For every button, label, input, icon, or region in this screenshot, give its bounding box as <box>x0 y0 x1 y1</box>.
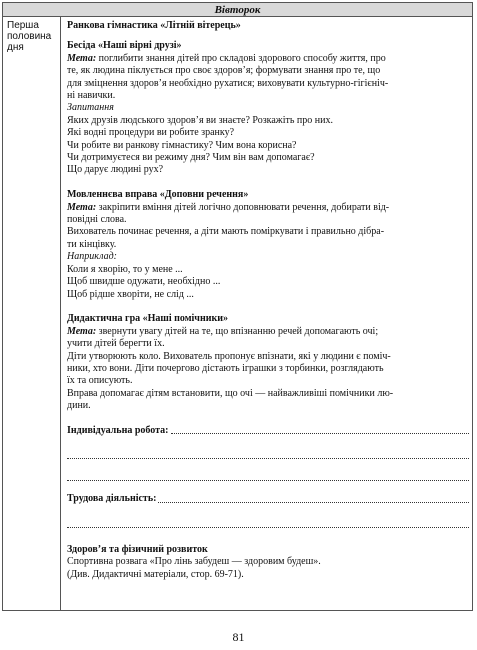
talk-goal-line: те, як людина піклується про своє здоров’я; формувати знання про те, що <box>67 65 381 77</box>
speech-goal-line: повідні слова. <box>67 214 127 226</box>
morning-exercise-title: Ранкова гімнастика «Літній вітерець» <box>67 20 241 31</box>
individual-work-row <box>67 425 469 437</box>
question: Чи робите ви ранкову гімнастику? Чим вона корисна? <box>67 139 297 151</box>
game-text-line: їх та описують. <box>67 375 133 387</box>
question: Які водні процедури ви робите зранку? <box>67 127 235 139</box>
example-line: Щоб швидше одужати, необхідно ... <box>67 276 221 288</box>
game-text-line: Вправа допомагає дітям встановити, що очі — найважливіші помічники лю- <box>67 387 394 399</box>
time-of-day-line: дня <box>7 42 24 53</box>
labor-activity-label: Трудова діяльність: <box>67 493 157 505</box>
health-text-line: Спортивна розвага «Про лінь забудеш — здоровим будеш». <box>67 556 321 568</box>
talk-goal-line: ні навички. <box>67 90 116 102</box>
labor-activity-row <box>67 493 469 505</box>
speech-goal-line <box>67 202 469 214</box>
questions-label: Запитання <box>67 102 114 114</box>
goal-label: Мета: <box>67 201 97 213</box>
time-of-day-line: половина <box>7 31 52 42</box>
plan-table <box>2 2 473 611</box>
talk-goal-line <box>67 53 469 65</box>
game-text-line: дини. <box>67 400 91 412</box>
individual-work-label: Індивідуальна робота: <box>67 424 169 436</box>
game-goal-line <box>67 326 469 338</box>
question: Чи дотримуєтеся ви режиму дня? Чим він вам допомагає? <box>67 152 315 164</box>
day-header: Вівторок <box>3 3 472 17</box>
speech-text-line: ти кінцівку. <box>67 238 117 250</box>
health-section-title: Здоров’я та фізичний розвиток <box>67 543 208 555</box>
question: Яких друзів людського здоров’я ви знаєте? Розкажіть про них. <box>67 114 333 126</box>
fill-in-line[interactable] <box>171 432 470 434</box>
goal-label: Мета: <box>67 325 97 337</box>
example-line: Коли я хворію, то у мене ... <box>67 263 183 275</box>
example-line: Щоб рідше хворіти, не слід ... <box>67 288 194 300</box>
speech-exercise-title: Мовленнєва вправа «Доповни речення» <box>67 189 249 201</box>
goal-label: Мета: <box>67 52 97 64</box>
goal-text: звернути увагу дітей на те, що впізнанню речей допомагають очі; <box>96 325 379 337</box>
fill-in-line[interactable] <box>67 457 469 459</box>
health-text-line: (Див. Дидактичні матеріали, стор. 69-71). <box>67 568 244 580</box>
activities-cell <box>67 20 469 581</box>
speech-text-line: Вихователь починає речення, а діти мають поміркувати і правильно дібра- <box>67 226 385 238</box>
time-of-day-line: Перша <box>7 20 39 31</box>
question: Що дарує людині рух? <box>67 164 164 176</box>
example-label: Наприклад: <box>67 251 117 263</box>
talk-goal-line: для зміцнення здоров’я необхідно рухатися; виховувати культурно-гігієніч- <box>67 77 389 89</box>
page-number: 81 <box>232 630 245 644</box>
fill-in-line[interactable] <box>158 501 469 503</box>
goal-text: закріпити вміння дітей логічно доповнювати речення, добирати від- <box>96 201 390 213</box>
game-text-line: Діти утворюють коло. Вихователь пропонує впізнати, які у людини є поміч- <box>67 350 391 362</box>
game-goal-line: учити дітей берегти їх. <box>67 338 165 350</box>
goal-text: поглибити знання дітей про складові здорового способу життя, про <box>96 52 386 64</box>
didactic-game-title: Дидактична гра «Наші помічники» <box>67 313 228 325</box>
talk-title: Бесіда «Наші вірні друзі» <box>67 40 182 52</box>
game-text-line: ники, хто вони. Діти почергово дістають іграшки з торбинки, розглядають <box>67 362 384 374</box>
column-divider <box>60 17 61 610</box>
time-of-day-cell <box>7 20 59 53</box>
